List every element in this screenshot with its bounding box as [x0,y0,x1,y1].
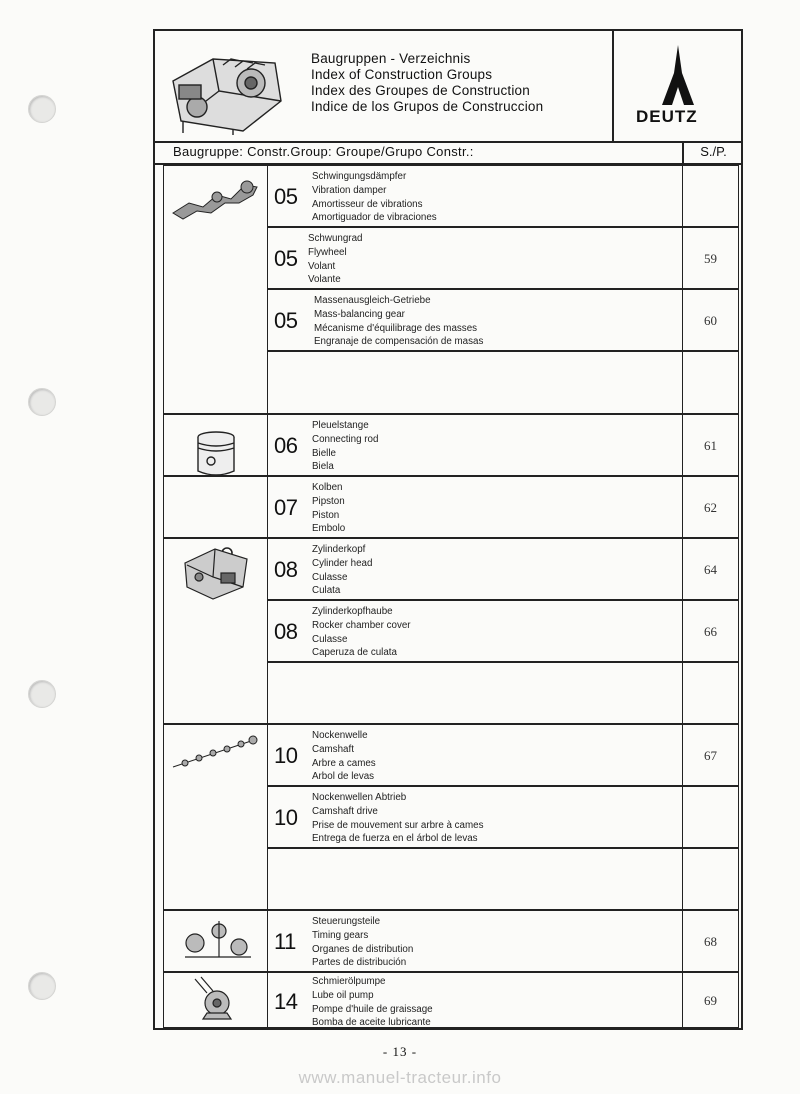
camshaft-icon [169,733,261,773]
punch-hole [28,388,56,416]
group-names [312,975,433,1030]
name-es: Arbol de levas [312,771,375,783]
name-de: Pleuelstange [312,420,369,431]
page-cell [683,662,739,724]
index-titles [311,51,543,115]
name-en: Flywheel [308,246,347,258]
name-es: Bomba de aceite lubricante [312,1017,431,1029]
image-cell [163,476,267,538]
name-fr: Piston [312,509,340,521]
page-number: 61 [704,438,717,453]
lube-oil-pump-icon [187,975,247,1025]
logo-text: DEUTZ [636,107,698,126]
name-de: Zylinderkopf [312,544,366,555]
title-en: Index of Construction Groups [311,67,493,82]
page-cell [683,848,739,910]
page-cell [683,476,739,538]
page-number: 66 [704,624,717,639]
name-fr: Amortisseur de vibrations [312,198,423,210]
group-row [267,165,683,227]
group-row [267,414,683,476]
name-fr: Organes de distribution [312,943,414,955]
group-row [267,786,683,848]
page-cell [683,972,739,1028]
index-table [153,29,743,1030]
name-es: Caperuza de culata [312,647,397,659]
group-names [312,729,376,784]
empty-row [267,351,683,414]
page-number: 68 [704,934,717,949]
group-row [267,724,683,786]
name-de: Schmierölpumpe [312,976,386,987]
page-number: 59 [704,251,717,266]
group-number: 08 [274,619,298,644]
name-fr: Bielle [312,447,336,459]
page-cell [683,724,739,786]
rows [163,165,737,1028]
group-names [312,543,372,598]
title-de: Baugruppen - Verzeichnis [311,51,471,66]
group-row [267,600,683,662]
name-de: Massenausgleich-Getriebe [314,295,431,306]
name-de: Nockenwelle [312,730,368,741]
page-cell [683,538,739,600]
page-cell [683,600,739,662]
name-fr: Volant [308,260,336,272]
name-es: Embolo [312,523,346,535]
group-row [267,972,683,1028]
page-number-footer: - 13 - [382,1044,418,1059]
page-cell [683,786,739,848]
punch-hole [28,95,56,123]
cylinder-head-icon [181,543,251,603]
punch-hole [28,972,56,1000]
name-en: Cylinder head [312,557,373,569]
group-names [308,232,362,287]
piston-icon [191,429,241,479]
page-number: 64 [704,562,717,577]
group-names [312,481,345,536]
group-names [314,294,483,349]
page-cell [683,414,739,476]
group-number: 05 [274,308,298,333]
name-es: Culata [312,585,341,597]
name-en: Mass-balancing gear [314,308,405,320]
name-es: Volante [308,274,341,286]
name-en: Rocker chamber cover [312,619,411,631]
group-number: 05 [274,184,298,209]
group-row [267,538,683,600]
group-column-label: Baugruppe: Constr.Group: Groupe/Grupo Constr.: [173,144,474,159]
name-fr: Culasse [312,633,348,645]
group-names [312,915,413,970]
name-es: Partes de distribución [312,957,407,969]
name-es: Biela [312,461,334,473]
page-number: 67 [704,748,717,763]
group-names [312,419,378,474]
page-cell [683,227,739,289]
page-cell [683,910,739,972]
group-number: 10 [274,805,298,830]
empty-row [267,662,683,724]
name-es: Engranaje de compensación de masas [314,336,484,348]
vibration-damper-crankshaft-icon [169,173,261,223]
engine-illustration-icon [163,41,291,137]
name-de: Schwungrad [308,233,363,244]
name-de: Kolben [312,482,343,493]
page-number: 62 [704,500,717,515]
name-fr: Pompe d'huile de graissage [312,1003,433,1015]
name-de: Nockenwellen Abtrieb [312,792,407,803]
empty-row [267,848,683,910]
name-fr: Mécanisme d'équilibrage des masses [314,322,478,334]
name-de: Schwingungsdämpfer [312,171,407,182]
group-names [312,605,411,660]
title-fr: Index des Groupes de Construction [311,83,530,98]
name-en: Timing gears [312,929,369,941]
header [155,31,741,143]
group-row [267,289,683,351]
watermark: www.manuel-tracteur.info [298,1068,502,1087]
name-fr: Prise de mouvement sur arbre à cames [312,819,484,831]
group-number: 07 [274,495,298,520]
name-en: Vibration damper [312,184,387,196]
page-number: 69 [704,993,717,1008]
column-header [155,141,741,165]
group-row [267,227,683,289]
group-number: 08 [274,557,298,582]
group-row [267,476,683,538]
page-cell [683,165,739,227]
name-de: Zylinderkopfhaube [312,606,393,617]
name-en: Camshaft drive [312,805,378,817]
group-number: 05 [274,246,298,271]
name-fr: Arbre a cames [312,757,376,769]
group-number: 10 [274,743,298,768]
deutz-logo [612,31,743,141]
name-es: Entrega de fuerza en el árbol de levas [312,833,478,845]
name-es: Amortiguador de vibraciones [312,212,437,224]
name-de: Steuerungsteile [312,916,381,927]
punch-hole [28,680,56,708]
page-number: 60 [704,313,717,328]
name-en: Camshaft [312,743,354,755]
group-number: 14 [274,989,298,1014]
page-cell [683,351,739,414]
name-en: Lube oil pump [312,989,374,1001]
group-number: 11 [274,929,296,954]
deutz-spire-icon [632,43,724,109]
page-column-label: S./P. [682,141,743,163]
group-row [267,910,683,972]
name-fr: Culasse [312,571,348,583]
name-en: Pipston [312,495,345,507]
title-es: Indice de los Grupos de Construccion [311,99,544,114]
group-names [312,170,437,225]
page-cell [683,289,739,351]
name-en: Connecting rod [312,433,379,445]
group-names [312,791,484,846]
group-number: 06 [274,433,298,458]
timing-gears-icon [175,917,259,963]
